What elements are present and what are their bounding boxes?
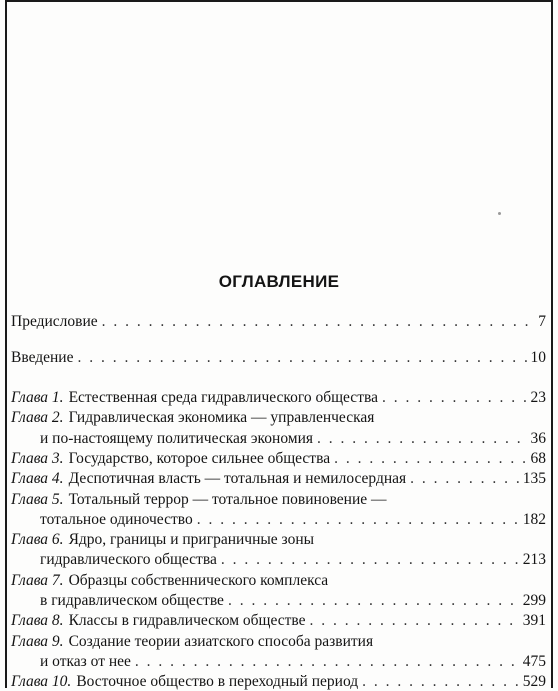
toc-entry-chapter-1[interactable] xyxy=(11,389,546,407)
toc-entry-chapter-2-cont[interactable] xyxy=(40,430,546,448)
page-number: 391 xyxy=(522,612,546,630)
entry-title: Восточное общество в переходный период xyxy=(76,673,359,691)
chapter-label: Глава 9. xyxy=(11,632,64,650)
entry-title: Классы в гидравлическом обществе xyxy=(68,612,306,630)
entry-title: Гидравлическая экономика — управленческая xyxy=(68,409,375,427)
page-number: 299 xyxy=(522,592,546,609)
chapter-label: Глава 10. xyxy=(11,673,72,691)
entry-title-cont: в гидравлическом обществе xyxy=(40,592,224,609)
toc-entry-chapter-7-cont[interactable] xyxy=(40,592,546,610)
entry-title: Ядро, границы и приграничные зоны xyxy=(68,531,315,549)
entry-title: Предисловие xyxy=(11,313,98,330)
dot-leader xyxy=(410,470,519,488)
chapter-label: Глава 7. xyxy=(11,571,64,589)
entry-title-cont: тотальное одиночество xyxy=(40,510,193,528)
toc-entry-chapter-8[interactable] xyxy=(11,612,546,630)
dot-leader xyxy=(228,592,519,610)
paper-speck xyxy=(498,212,501,215)
chapter-label: Глава 1. xyxy=(11,389,64,406)
page-number: 10 xyxy=(530,349,546,366)
entry-title-cont: и по-настоящему политическая экономия xyxy=(40,429,314,447)
dot-leader xyxy=(197,511,519,529)
page-number: 135 xyxy=(522,470,546,488)
page-number: 36 xyxy=(530,429,546,447)
page-number: 475 xyxy=(522,652,546,670)
chapter-label: Глава 4. xyxy=(11,470,64,488)
entry-title-cont: гидравлического общества xyxy=(40,551,217,569)
toc-entry-chapter-5[interactable] xyxy=(11,491,546,509)
toc-entry-chapter-5-cont[interactable] xyxy=(40,511,546,529)
page-number: 529 xyxy=(522,673,546,691)
toc-entry-chapter-2[interactable] xyxy=(11,409,546,427)
toc-entry-preface[interactable] xyxy=(11,313,546,331)
toc-entry-chapter-7[interactable] xyxy=(11,572,546,590)
toc-heading: ОГЛАВЛЕНИЕ xyxy=(218,272,340,291)
page-number: 7 xyxy=(538,313,546,330)
toc-entry-chapter-9[interactable] xyxy=(11,633,546,651)
dot-leader xyxy=(77,349,526,367)
entry-title: Тотальный террор — тотальное повиновение — xyxy=(68,490,387,508)
entry-title: Государство, которое сильнее общества xyxy=(68,449,331,467)
dot-leader xyxy=(382,389,527,407)
toc-entry-chapter-9-cont[interactable] xyxy=(40,653,546,671)
toc-entry-chapter-6[interactable] xyxy=(11,531,546,549)
toc-entry-chapter-10[interactable] xyxy=(11,673,546,691)
entry-title: Естественная среда гидравлического общества xyxy=(68,389,378,406)
dot-leader xyxy=(135,653,519,671)
dot-leader xyxy=(317,430,526,448)
dot-leader xyxy=(102,313,535,331)
page-number: 182 xyxy=(522,510,546,528)
page-number: 23 xyxy=(530,389,546,406)
chapter-label: Глава 2. xyxy=(11,409,64,427)
dot-leader xyxy=(221,551,519,569)
entry-title: Введение xyxy=(11,349,74,366)
chapter-label: Глава 5. xyxy=(11,490,64,508)
chapter-label: Глава 8. xyxy=(11,612,64,630)
page-number: 213 xyxy=(522,551,546,569)
entry-title-cont: и отказ от нее xyxy=(40,652,131,670)
dot-leader xyxy=(310,612,519,630)
entry-title: Образцы собственнического комплекса xyxy=(68,571,329,589)
chapter-label: Глава 6. xyxy=(11,531,64,549)
entry-title: Создание теории азиатского способа развития xyxy=(68,632,374,650)
toc-entry-chapter-3[interactable] xyxy=(11,450,546,468)
chapter-label: Глава 3. xyxy=(11,449,64,467)
entry-title: Деспотичная власть — тотальная и немилосердная xyxy=(68,470,407,488)
toc-entry-intro[interactable] xyxy=(11,349,546,367)
toc-entry-chapter-6-cont[interactable] xyxy=(40,551,546,569)
toc-entry-chapter-4[interactable] xyxy=(11,470,546,488)
dot-leader xyxy=(334,450,526,468)
dot-leader xyxy=(362,673,519,691)
page-number: 68 xyxy=(530,449,546,467)
